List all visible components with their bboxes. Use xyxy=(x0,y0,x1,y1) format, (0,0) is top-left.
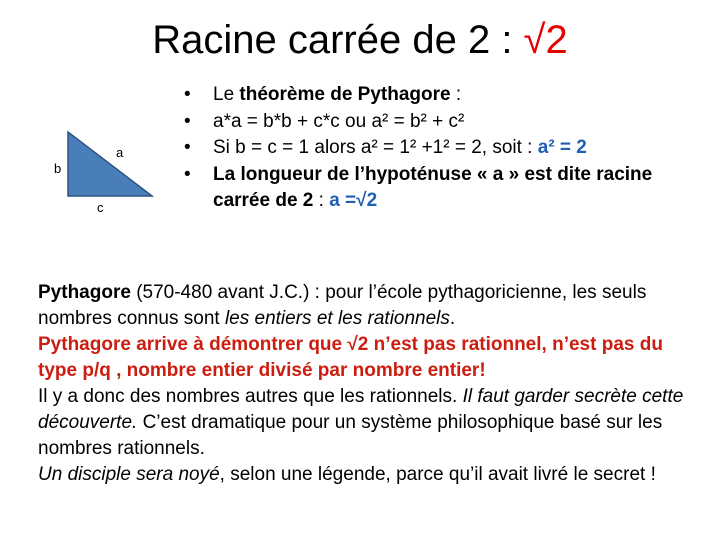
triangle-figure xyxy=(40,122,160,222)
paragraph-text: C’est dramatique pour un système philosophique basé sur les nombres rationnels. xyxy=(38,412,663,459)
bullet-accent: a² = 2 xyxy=(537,137,587,158)
bullet-item xyxy=(178,82,708,109)
title-accent: √2 xyxy=(523,18,568,62)
bullet-item xyxy=(178,162,708,215)
label-a: a xyxy=(116,145,124,160)
bullet-text: a*a = b*b + c*c ou a² = b² + c² xyxy=(213,110,465,132)
bullet-text: : xyxy=(450,84,462,105)
red-statement: Pythagore arrive à démontrer que √2 n’est pas rationnel, n’est pas du type p/q , nombre entier divisé par nombre entier! xyxy=(38,334,663,381)
label-b: b xyxy=(54,161,62,176)
paragraph-italic: Il faut garder secrète cette découverte. xyxy=(38,386,684,433)
bullet-text: Si b = c = 1 alors a² = 1² +1² = 2, soit : xyxy=(213,137,538,158)
bullet-list xyxy=(178,82,708,215)
paragraph-text: . xyxy=(449,308,456,329)
paragraph-text: (570-480 avant J.C.) : pour l’école pythagoricienne, les seuls nombres connus sont xyxy=(38,282,647,329)
bullet-bold: théorème de Pythagore xyxy=(239,84,451,105)
slide-title xyxy=(0,16,720,64)
title-text: Racine carrée de 2 : xyxy=(152,18,524,62)
bullet-item xyxy=(178,135,708,162)
paragraph-text: , selon une légende, parce qu’il avait livré le secret ! xyxy=(219,464,656,485)
bullet-text: Le xyxy=(213,84,240,105)
bullet-item xyxy=(178,109,708,136)
bullet-text: : xyxy=(313,190,330,211)
body-paragraph xyxy=(38,280,688,488)
pythagore-name: Pythagore xyxy=(38,282,131,303)
bullet-bold: La longueur de l’hypoténuse « a » est dite racine carrée de 2 xyxy=(213,163,653,211)
label-c: c xyxy=(97,200,104,215)
bullet-accent: a =√2 xyxy=(329,190,378,211)
triangle-shape xyxy=(68,132,152,196)
paragraph-text: Il y a donc des nombres autres que les rationnels. xyxy=(38,386,463,407)
paragraph-italic: les entiers et les rationnels xyxy=(224,308,450,329)
paragraph-italic: Un disciple sera noyé xyxy=(38,464,220,485)
